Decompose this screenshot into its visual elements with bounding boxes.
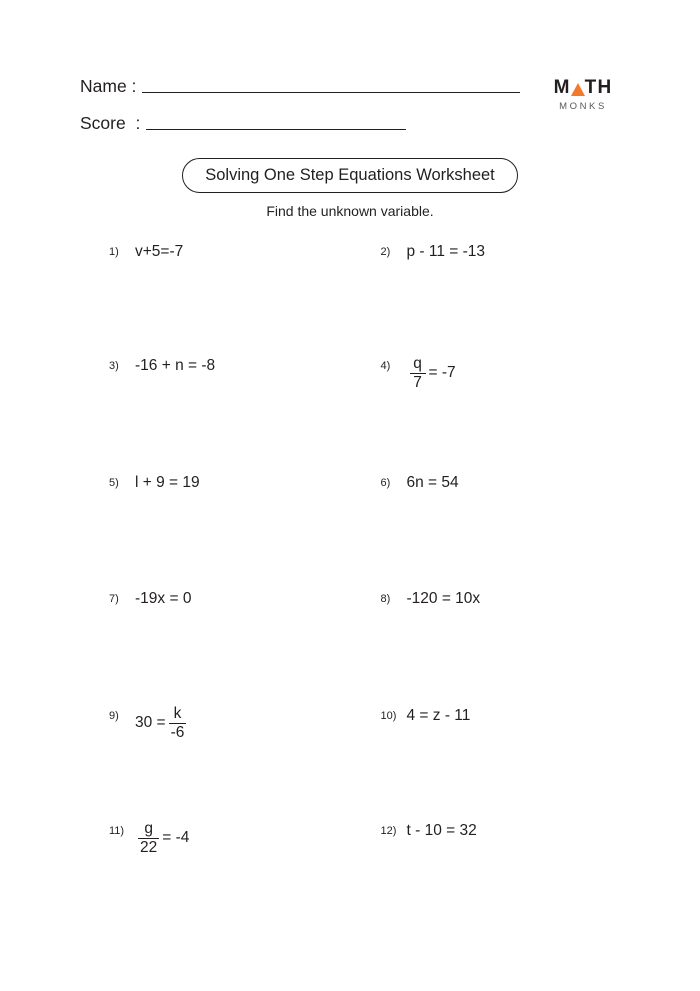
problem-item xyxy=(95,704,353,819)
problem-number: 7) xyxy=(109,593,119,605)
problem-number: 9) xyxy=(109,710,119,722)
problem-item xyxy=(95,471,353,587)
problem-expression: 6n = 54 xyxy=(406,474,459,491)
page-title: Solving One Step Equations Worksheet xyxy=(182,158,518,193)
problem-item xyxy=(353,704,611,819)
problem-item xyxy=(353,354,611,471)
fraction xyxy=(410,356,426,390)
triangle-icon xyxy=(571,83,585,96)
score-label: Score : xyxy=(80,113,141,133)
problem-number: 1) xyxy=(109,246,119,258)
problem-item xyxy=(353,587,611,704)
name-label: Name : xyxy=(80,76,137,96)
problem-number: 3) xyxy=(109,360,119,372)
problem-expression: 30 = $\frac{k}{-6}$ xyxy=(135,705,185,741)
logo-subtext: MONKS xyxy=(559,101,607,112)
fraction-denominator: 7 xyxy=(413,373,422,391)
problem-expression: 4 = z - 11 xyxy=(406,707,471,724)
logo-text-left: M xyxy=(553,77,571,98)
fraction-numerator: g xyxy=(144,820,153,837)
problem-expression: $\frac{g}{22}$ = -4 xyxy=(140,820,190,856)
problem-row xyxy=(95,240,610,354)
problem-number: 12) xyxy=(380,825,397,837)
fraction xyxy=(138,821,159,855)
problem-item xyxy=(353,240,611,354)
fraction xyxy=(169,706,187,740)
problem-expression: -16 + n = -8 xyxy=(135,357,216,374)
worksheet-title-container xyxy=(0,158,700,193)
logo-text-right: TH xyxy=(584,77,613,98)
problem-item xyxy=(95,819,353,935)
problem-expression: l + 9 = 19 xyxy=(135,474,200,491)
problem-expression: p - 11 = -13 xyxy=(406,243,486,260)
problem-number: 5) xyxy=(109,477,119,489)
logo-wordmark xyxy=(528,78,638,98)
problem-expression: -19x = 0 xyxy=(135,590,192,607)
problem-row xyxy=(95,354,610,471)
problem-number: 2) xyxy=(380,246,391,258)
problem-item xyxy=(95,354,353,471)
problem-number: 4) xyxy=(380,360,391,372)
problem-number: 10) xyxy=(380,710,397,722)
fraction-numerator: k xyxy=(173,705,182,722)
instructions: Find the unknown variable. xyxy=(266,203,434,219)
problem-grid xyxy=(95,240,610,935)
fraction-numerator: q xyxy=(413,355,422,372)
problem-number: 8) xyxy=(380,593,391,605)
fraction-denominator: 22 xyxy=(140,838,158,856)
score-input-line[interactable] xyxy=(146,128,406,130)
problem-row xyxy=(95,471,610,587)
problem-item xyxy=(353,471,611,587)
math-monks-logo xyxy=(528,78,638,112)
problem-expression: -120 = 10x xyxy=(406,590,481,607)
problem-row xyxy=(95,819,610,935)
fraction-denominator: -6 xyxy=(170,723,185,741)
problem-item xyxy=(95,587,353,704)
problem-number: 11) xyxy=(109,825,125,837)
name-input-line[interactable] xyxy=(142,91,520,93)
problem-expression: v+5=-7 xyxy=(135,243,184,260)
problem-row xyxy=(95,587,610,704)
problem-expression: t - 10 = 32 xyxy=(406,822,477,839)
problem-row xyxy=(95,704,610,819)
problem-item xyxy=(353,819,611,935)
problem-expression: $\frac{q}{7}$ = -7 xyxy=(407,354,456,390)
problem-item xyxy=(95,240,353,354)
problem-number: 6) xyxy=(380,477,391,489)
